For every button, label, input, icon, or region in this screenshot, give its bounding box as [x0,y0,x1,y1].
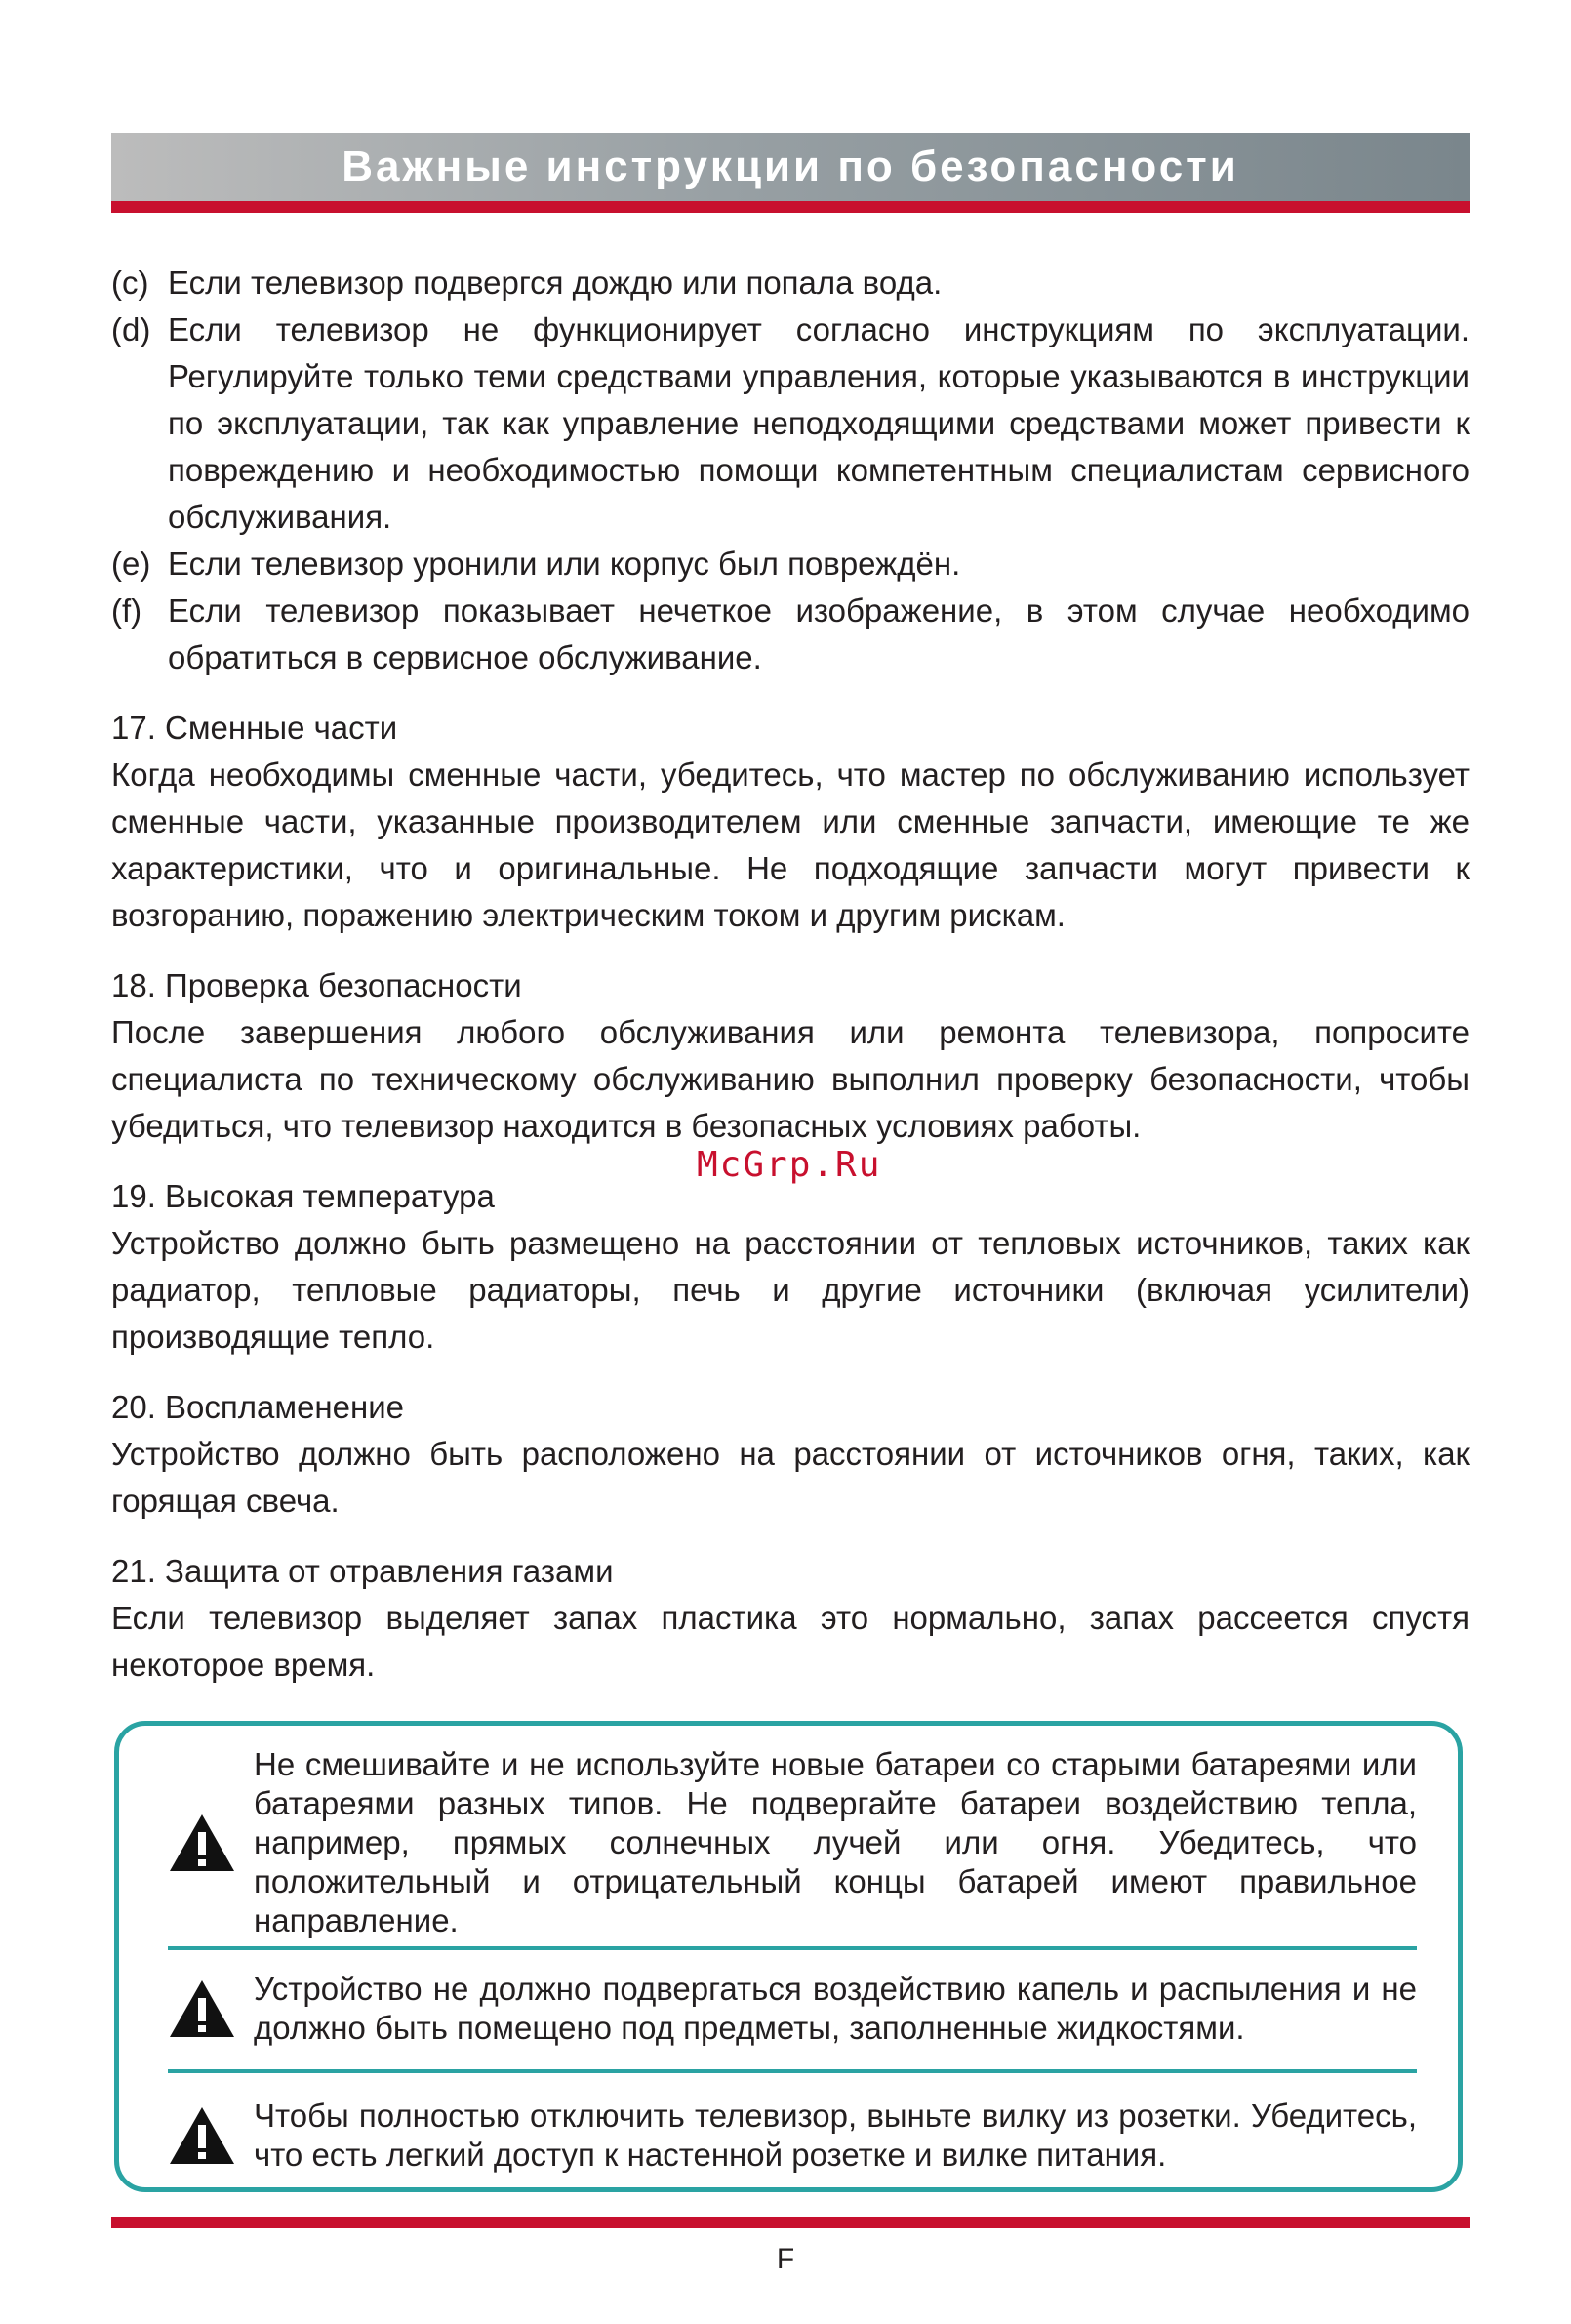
section-heading: 20. Воспламенение [111,1389,405,1425]
warnings-box [114,1721,1463,2192]
warning-divider [168,2069,1417,2073]
main-content [111,260,1470,1689]
list-item [111,260,1470,306]
section-heading: 21. Защита от отравления газами [111,1553,614,1589]
warning-item [168,2097,1417,2175]
warning-triangle-icon [168,2105,254,2166]
header-bar [111,133,1470,201]
section-body: Если телевизор выделяет запах пластика это нормально, запах рассеется спустя некоторое время. [111,1600,1470,1683]
list-item-text: Если телевизор показывает нечеткое изображение, в этом случае необходимо обратиться в сервисное обслуживание. [168,592,1470,675]
list-item-text: Если телевизор подвергся дождю или попала вода. [168,265,943,301]
warning-item [168,1970,1417,2048]
page-title: Важные инструкции по безопасности [342,143,1239,190]
section-high-temperature [111,1173,1470,1361]
section-heading: 18. Проверка безопасности [111,967,522,1003]
footer-rule [111,2217,1470,2228]
warning-text: Не смешивайте и не используйте новые батареи со старыми батареями или батареями разных типов. Не подвергайте батареи воздействию тепла, например, прямых солнечных лучей или огня. Убедитесь, что положительный и отрицательный концы батарей имеют правильное направление. [254,1746,1417,1938]
list-item-marker: (c) [111,265,149,301]
list-item [111,588,1470,681]
section-replacement-parts [111,705,1470,939]
warning-text: Чтобы полностью отключить телевизор, выньте вилку из розетки. Убедитесь, что есть легкий доступ к настенной розетке и вилке питания. [254,2098,1417,2173]
section-heading: 17. Сменные части [111,710,398,746]
list-item-marker: (f) [111,592,142,629]
section-ignition [111,1384,1470,1525]
list-item-marker: (e) [111,546,151,582]
warning-triangle-icon [168,1813,254,1873]
section-gas-protection [111,1548,1470,1689]
list-item [111,306,1470,541]
warning-text: Устройство не должно подвергаться воздействию капель и распыления и не должно быть помещено под предметы, заполненные жидкостями. [254,1971,1417,2046]
section-body: Устройство должно быть расположено на расстоянии от источников огня, таких, как горящая свеча. [111,1436,1470,1519]
list-item-marker: (d) [111,311,151,347]
section-heading: 19. Высокая температура [111,1178,495,1214]
section-body: После завершения любого обслуживания или ремонта телевизора, попросите специалиста по техническому обслуживанию выполнил проверку безопасности, чтобы убедиться, что телевизор находится в безопасных условиях работы. [111,1014,1470,1144]
list-item-text: Если телевизор не функционирует согласно инструкциям по эксплуатации. Регулируйте только теми средствами управления, которые указываются в инструкции по эксплуатации, так как управление неподходящими средствами может привести к повреждению и необходимостью помощи компетентным специалистам сервисного обслуживания. [168,311,1470,535]
list-item [111,541,1470,588]
warning-divider [168,1946,1417,1950]
page-number: F [776,2243,795,2275]
warning-item [168,1745,1417,1940]
watermark-link[interactable]: McGrp.Ru [697,1145,882,1185]
section-body: Устройство должно быть размещено на расстоянии от тепловых источников, таких как радиатор, тепловые радиаторы, печь и другие источники (включая усилители) производящие тепло. [111,1225,1470,1355]
warning-triangle-icon [168,1978,254,2039]
list-item-text: Если телевизор уронили или корпус был повреждён. [168,546,961,582]
header-rule [111,201,1470,213]
section-body: Когда необходимы сменные части, убедитесь, что мастер по обслуживанию использует сменные части, указанные производителем или сменные запчасти, имеющие те же характеристики, что и оригинальные. Не подходящие запчасти могут привести к возгоранию, поражению электрическим током и другим рискам. [111,756,1470,933]
section-safety-check [111,962,1470,1150]
